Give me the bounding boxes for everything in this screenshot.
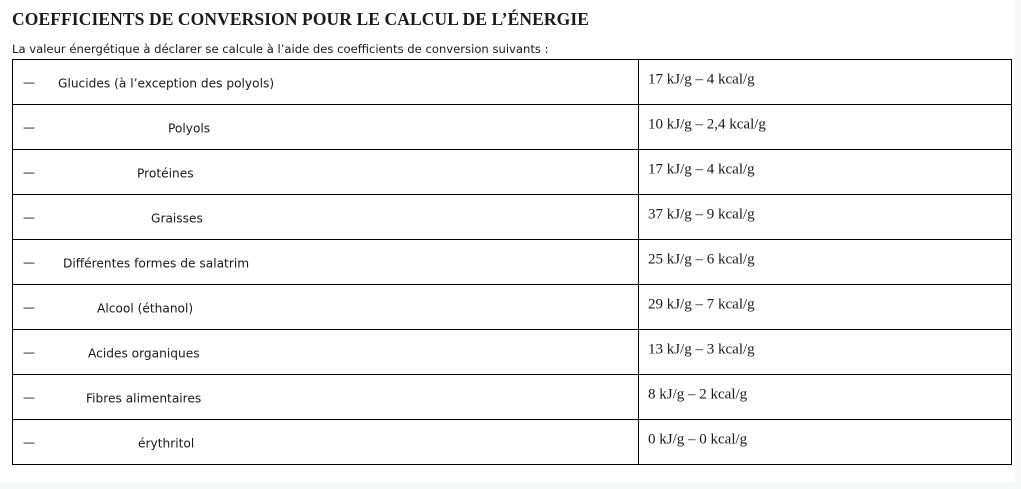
table-row xyxy=(13,375,1012,420)
component-label: Différentes formes de salatrim xyxy=(63,256,250,271)
coefficient-value: 17 kJ/g – 4 kcal/g xyxy=(648,161,755,178)
coefficient-value: 37 kJ/g – 9 kcal/g xyxy=(648,206,755,223)
coefficient-cell xyxy=(639,375,1012,420)
coefficient-value: 0 kJ/g – 0 kcal/g xyxy=(648,431,748,448)
component-cell xyxy=(13,150,639,195)
page-title: COEFFICIENTS DE CONVERSION POUR LE CALCUL DE L’ÉNERGIE xyxy=(12,9,590,29)
component-label: Glucides (à l’exception des polyols) xyxy=(58,76,275,91)
table-row xyxy=(13,420,1012,465)
component-label: Graisses xyxy=(151,211,203,226)
dash-marker: — xyxy=(23,210,35,225)
coefficient-value: 13 kJ/g – 3 kcal/g xyxy=(648,341,755,358)
component-cell xyxy=(13,60,639,105)
dash-marker: — xyxy=(23,390,35,405)
table-row xyxy=(13,195,1012,240)
coefficient-cell xyxy=(639,195,1012,240)
coefficient-value: 10 kJ/g – 2,4 kcal/g xyxy=(648,116,766,133)
table-row xyxy=(13,105,1012,150)
coefficient-value: 29 kJ/g – 7 kcal/g xyxy=(648,296,755,313)
table-row xyxy=(13,240,1012,285)
coefficient-cell xyxy=(639,105,1012,150)
component-cell xyxy=(13,240,639,285)
component-cell xyxy=(13,105,639,150)
dash-marker: — xyxy=(23,345,35,360)
conversion-table xyxy=(12,59,1012,465)
coefficient-value: 17 kJ/g – 4 kcal/g xyxy=(648,71,755,88)
table-row xyxy=(13,150,1012,195)
dash-marker: — xyxy=(23,120,35,135)
intro-text: La valeur énergétique à déclarer se calcule à l’aide des coefficients de conversion suivants : xyxy=(12,42,549,56)
table-row xyxy=(13,330,1012,375)
dash-marker: — xyxy=(23,255,35,270)
component-cell xyxy=(13,420,639,465)
component-label: Protéines xyxy=(137,166,194,181)
component-label: Polyols xyxy=(168,121,211,136)
coefficient-cell xyxy=(639,330,1012,375)
dash-marker: — xyxy=(23,165,35,180)
component-label: Fibres alimentaires xyxy=(86,391,202,406)
coefficient-value: 8 kJ/g – 2 kcal/g xyxy=(648,386,748,403)
coefficient-value: 25 kJ/g – 6 kcal/g xyxy=(648,251,755,268)
coefficient-cell xyxy=(639,240,1012,285)
dash-marker: — xyxy=(23,300,35,315)
component-cell xyxy=(13,195,639,240)
component-cell xyxy=(13,375,639,420)
component-cell xyxy=(13,285,639,330)
coefficient-cell xyxy=(639,150,1012,195)
table-row xyxy=(13,60,1012,105)
component-label: érythritol xyxy=(138,436,195,451)
component-label: Acides organiques xyxy=(88,346,200,361)
coefficient-cell xyxy=(639,420,1012,465)
table-row xyxy=(13,285,1012,330)
coefficient-cell xyxy=(639,60,1012,105)
component-cell xyxy=(13,330,639,375)
dash-marker: — xyxy=(23,75,35,90)
coefficient-cell xyxy=(639,285,1012,330)
component-label: Alcool (éthanol) xyxy=(97,301,194,316)
dash-marker: — xyxy=(23,435,35,450)
